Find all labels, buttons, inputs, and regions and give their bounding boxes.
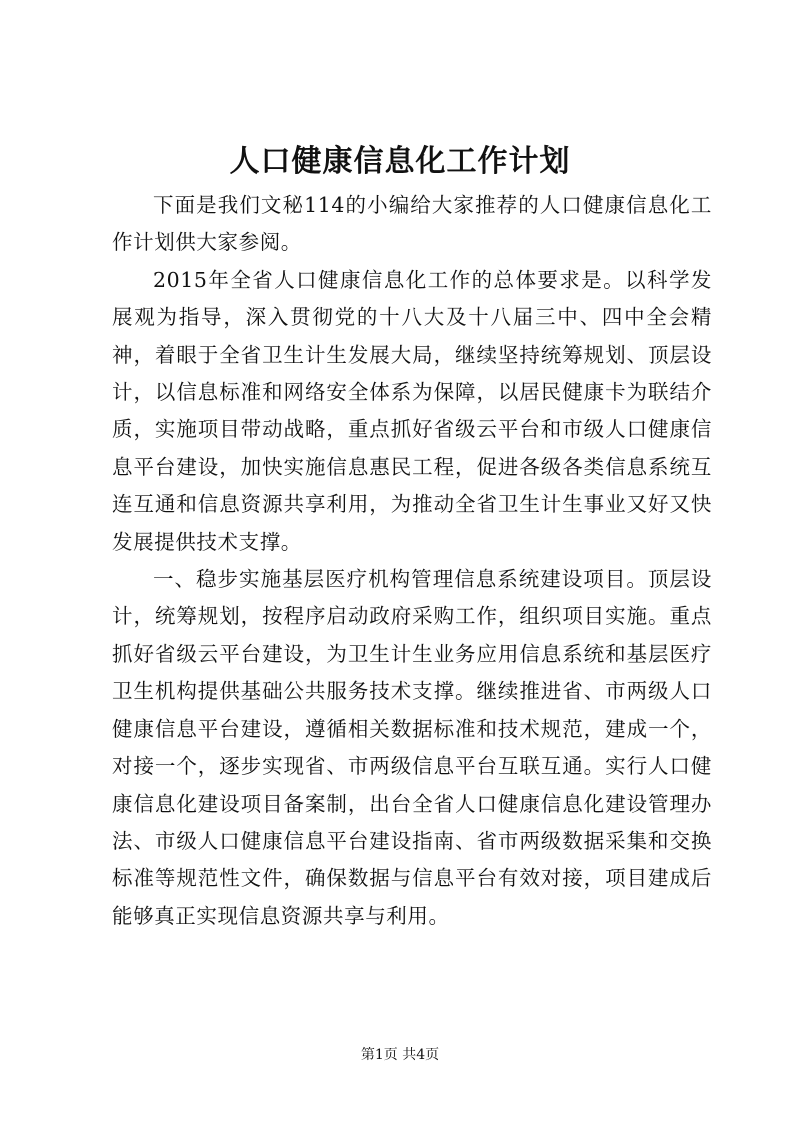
paragraph-intro: 下面是我们文秘114的小编给大家推荐的人口健康信息化工作计划供大家参阅。: [112, 193, 712, 255]
document-body: [112, 187, 712, 935]
paragraph-overall-requirements: 2015年全省人口健康信息化工作的总体要求是。以科学发展观为指导，深入贯彻党的十八大及十八届三中、四中全会精神，着眼于全省卫生计生发展大局，继续坚持统筹规划、顶层设计，以信息标准和网络安全体系为保障，以居民健康卡为联结介质，实施项目带动战略，重点抓好省级云平台和市级人口健康信息平台建设，加快实施信息惠民工程，促进各级各类信息系统互连互通和信息资源共享利用，为推动全省卫生计生事业又好又快发展提供技术支撑。: [112, 267, 712, 554]
paragraph-section-one: 一、稳步实施基层医疗机构管理信息系统建设项目。顶层设计，统筹规划，按程序启动政府采购工作，组织项目实施。重点抓好省级云平台建设，为卫生计生业务应用信息系统和基层医疗卫生机构提供基础公共服务技术支撑。继续推进省、市两级人口健康信息平台建设，遵循相关数据标准和技术规范，建成一个，对接一个，逐步实现省、市两级信息平台互联互通。实行人口健康信息化建设项目备案制，出台全省人口健康信息化建设管理办法、市级人口健康信息平台建设指南、省市两级数据采集和交换标准等规范性文件，确保数据与信息平台有效对接，项目建成后能够真正实现信息资源共享与利用。: [112, 567, 712, 928]
document-title: 人口健康信息化工作计划: [229, 144, 571, 179]
page-footer: 第1页 共4页: [360, 1047, 440, 1063]
